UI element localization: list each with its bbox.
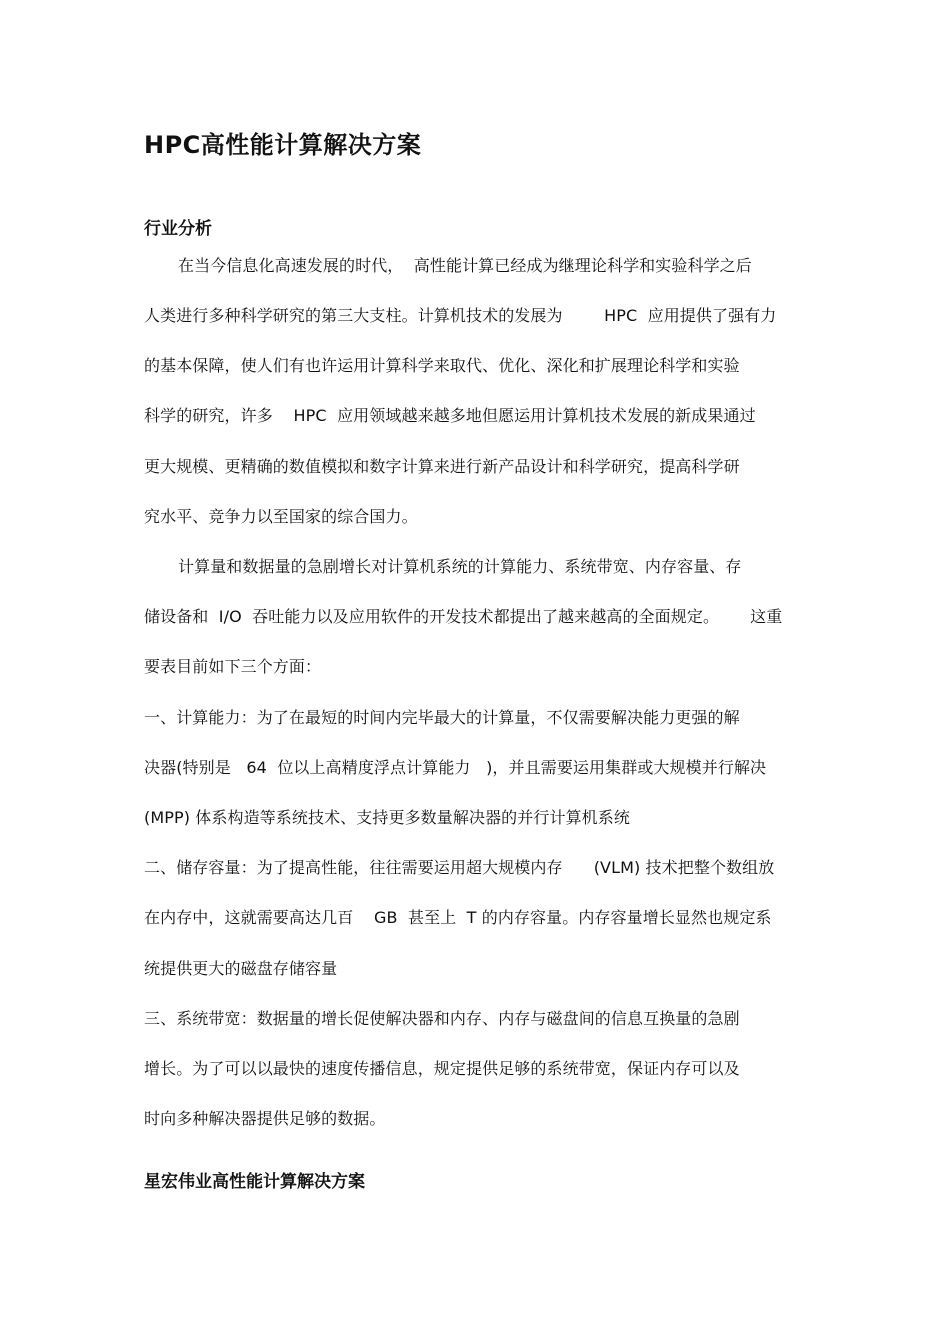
paragraph-line: 计算量和数据量的急剧增长对计算机系统的计算能力、系统带宽、内存容量、存 (178, 557, 742, 576)
paragraph-line: 的基本保障，使人们有也许运用计算科学来取代、优化、深化和扩展理论科学和实验 (144, 356, 740, 375)
list-item-line: 一、计算能力：为了在最短的时间内完毕最大的计算量，不仅需要解决能力更强的解 (144, 708, 740, 727)
paragraph-line: 在当今信息化高速发展的时代， 高性能计算已经成为继理论科学和实验科学之后 (178, 256, 752, 275)
list-item-line: 在内存中，这就需要高达几百 GB 甚至上 T 的内存容量。内存容量增长显然也规定系 (144, 908, 772, 927)
page-title: HPC高性能计算解决方案 (144, 131, 422, 159)
paragraph-line: 要表目前如下三个方面： (144, 657, 322, 676)
paragraph-line: 储设备和 I/O 吞吐能力以及应用软件的开发技术都提出了越来越高的全面规定。 这重 (144, 607, 783, 626)
paragraph-line: 究水平、竞争力以至国家的综合国力。 (144, 507, 418, 526)
paragraph-line: 科学的研究，许多 HPC 应用领域越来越多地但愿运用计算机技术发展的新成果通过 (144, 406, 756, 425)
paragraph-line: 更大规模、更精确的数值模拟和数字计算来进行新产品设计和科学研究，提高科学研 (144, 457, 740, 476)
list-item-line: 时向多种解决器提供足够的数据。 (144, 1109, 386, 1128)
list-item-line: 二、储存容量：为了提高性能，往往需要运用超大规模内存 (VLM) 技术把整个数组放 (144, 858, 775, 877)
list-item-line: 三、系统带宽：数据量的增长促使解决器和内存、内存与磁盘间的信息互换量的急剧 (144, 1009, 740, 1028)
section-heading-solution: 星宏伟业高性能计算解决方案 (144, 1172, 365, 1192)
section-heading-industry-analysis: 行业分析 (144, 219, 212, 239)
list-item-line: 决器(特别是 64 位以上高精度浮点计算能力 )，并且需要运用集群或大规模并行解决 (144, 758, 767, 777)
list-item-line: 增长。为了可以以最快的速度传播信息，规定提供足够的系统带宽，保证内存可以及 (144, 1059, 740, 1078)
list-item-line: 统提供更大的磁盘存储容量 (144, 959, 338, 978)
list-item-line: (MPP) 体系构造等系统技术、支持更多数量解决器的并行计算机系统 (144, 808, 630, 827)
paragraph-line: 人类进行多种科学研究的第三大支柱。计算机技术的发展为 HPC 应用提供了强有力 (144, 306, 777, 325)
